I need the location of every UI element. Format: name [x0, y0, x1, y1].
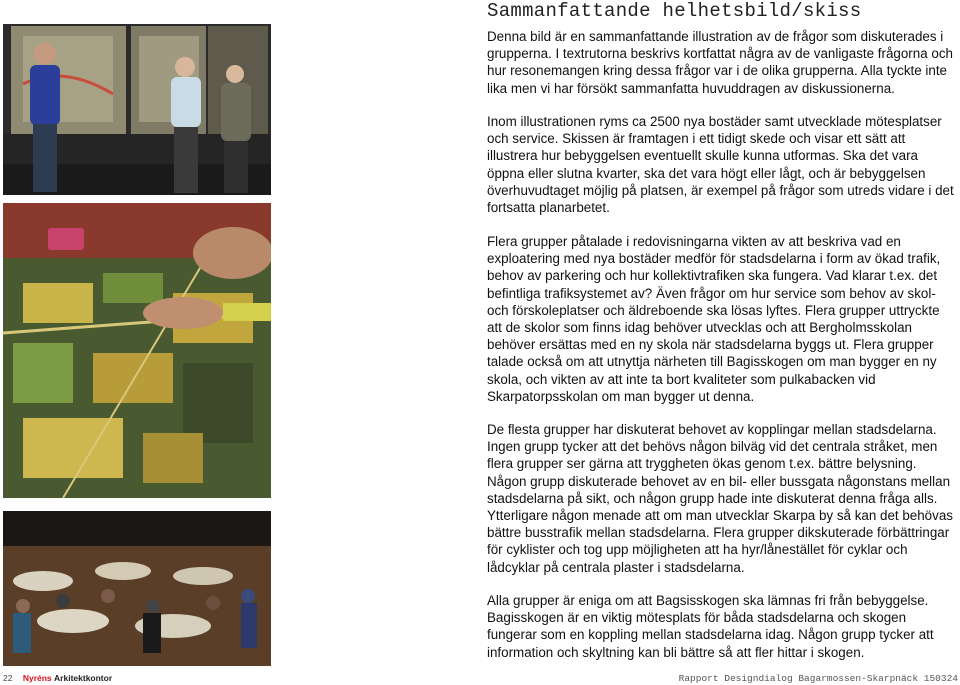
paragraph-traffic-service — [487, 233, 957, 405]
paragraph-text: Alla grupper är eniga om att Bagsisskogen ska lämnas fri från bebyggelse. Bagisskogen är en viktig mötesplats för båda stadsdelarna och skogen fungerar som en koppling mellan stadsdelarna idag. Någon grupp tycker att information och skyltning kan bli bättre så att fler hittar i skogen. — [487, 593, 934, 660]
photo-presentation — [3, 24, 271, 195]
paragraph-text: Denna bild är en sammanfattande illustration av de frågor som diskuterades i grupperna. I textrutorna beskrivs kortfattat några av de vanligaste frågorna och hur resonemangen kring dessa frågor var i de olika grupperna. Alla tyckte inte lika men vi har försökt sammanfatta huvuddragen av diskussionerna. — [487, 29, 953, 96]
photo-workshop-hall — [3, 511, 271, 666]
footer-left — [3, 673, 112, 683]
page-number: 22 — [3, 673, 13, 683]
brand-name: Nyréns — [22, 673, 52, 683]
paragraph-text: Flera grupper påtalade i redovisningarna vikten av att beskriva vad en exploatering med nya bostäder medför för stadsdelarna i form av ökad trafik, behov av parkering och hur kollektivtrafiken ska fungera. Vad klarar t.ex. det befintliga trafiksystemet av? Även frågor om hur service som behov av skol- och förskoleplatser och äldreboende ska lösas lyftes. Flera grupper uttryckte att de skolor som finns idag behöver utvecklas och att Bergholmsskolan behöver ersättas med en ny skola när stadsdelarna byggs ut. Flera grupper talade också om att utnyttja närheten till Bagisskogen om man bygger en ny skola, och vikten av att inte ta bort kvaliteter som pulkabacken vid Skarpatorpsskolan om man bygger ut denna. — [487, 234, 941, 404]
page-title: Sammanfattande helhetsbild/skiss — [487, 0, 862, 22]
brand-suffix: Arkitektkontor — [54, 673, 113, 683]
paragraph-text: Inom illustrationen ryms ca 2500 nya bostäder samt utvecklade mötesplatser och service. Skissen är framtagen i ett tidigt skede och visar ett sätt att illustrera hur bebyggelsen eventuellt skulle kunna utformas. Ska det vara öppna eller slutna kvarter, ska det vara högt eller lågt, och är bebyggelsen överhuvudtaget möjlig på platsen, är exempel på frågor som utreds vidare i det fortsatta planarbetet. — [487, 114, 954, 216]
photo-map-detail — [3, 203, 271, 498]
paragraph-bagisskogen — [487, 592, 957, 661]
paragraph-intro — [487, 28, 957, 97]
footer-report-title: Rapport Designdialog Bagarmossen-Skarpnäck 150324 — [678, 673, 958, 684]
paragraph-illustration — [487, 113, 957, 216]
paragraph-connections — [487, 421, 957, 576]
paragraph-text: De flesta grupper har diskuterat behovet av kopplingar mellan stadsdelarna. Ingen grupp tycker att det behövs någon bilväg vid det centrala stråket, men flera grupper ser gärna att tryggheten ökas genom t.ex. bättre belysning. Någon grupp diskuterade behovet av en bil- eller bussgata någonstans mellan stadsdelarna på sikt, och någon grupp hade inte diskuterat denna fråga alls. Ytterligare någon menade att om man utvecklar Skarpa by så kan det behövas bättre busstrafik mellan stadsdelarna. Flera grupper dikskuterade förbättringar för cyklister och tog upp möjligheten att ha hyr/lånestället för cyklar och lådcyklar på centrala plaster i stadsdelarna. — [487, 422, 953, 575]
